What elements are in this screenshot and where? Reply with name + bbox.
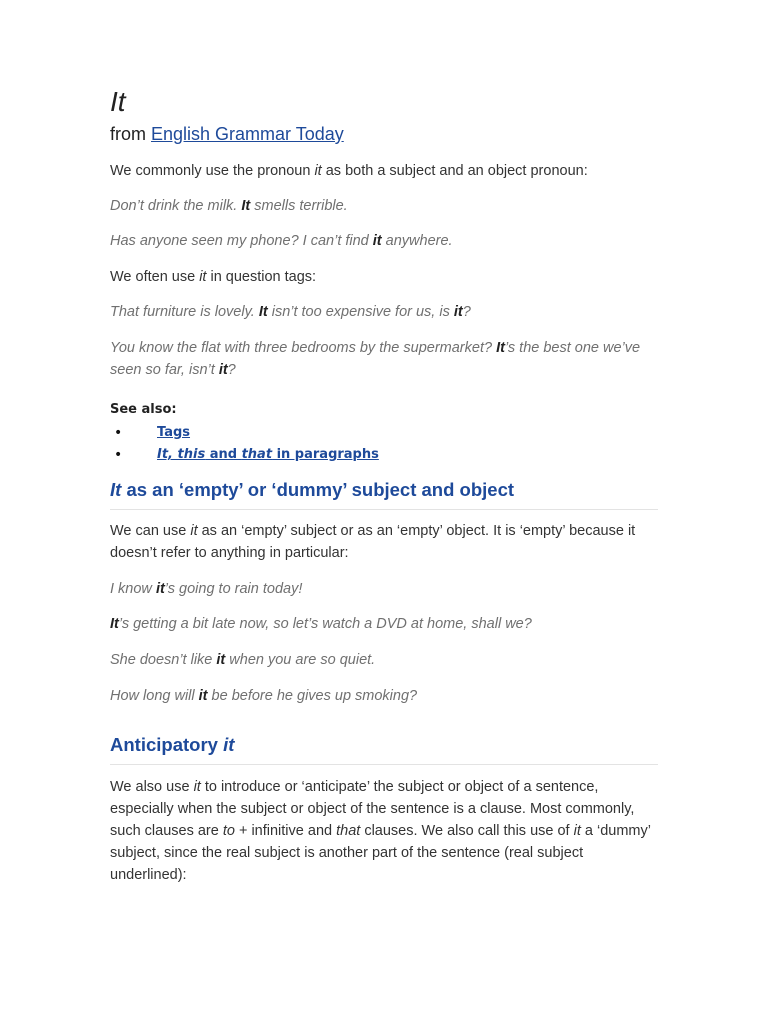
example-sentence: Has anyone seen my phone? I can’t find it anywhere. xyxy=(110,233,453,249)
section-paragraph: We can use it as an ‘empty’ subject or as an ‘empty’ object. It is ‘empty’ because it doesn’t refer to anything in particular: xyxy=(110,523,636,561)
example-sentence: She doesn’t like it when you are so quiet. xyxy=(110,652,376,668)
link-tags[interactable]: Tags xyxy=(157,425,191,440)
example-sentence: That furniture is lovely. It isn’t too expensive for us, is it? xyxy=(110,304,471,320)
source-line xyxy=(110,122,344,146)
example-sentence: I know it’s going to rain today! xyxy=(110,581,303,597)
see-also-list xyxy=(110,422,658,466)
question-tags-paragraph: We often use it in question tags: xyxy=(110,269,317,285)
example-sentence: Don’t drink the milk. It smells terrible. xyxy=(110,198,348,214)
list-item xyxy=(110,444,658,466)
bullet: • xyxy=(114,447,123,463)
source-link[interactable]: English Grammar Today xyxy=(151,124,344,144)
link-it-this-that-paragraphs[interactable]: It, this and that in paragraphs xyxy=(157,447,379,462)
see-also-label: See also: xyxy=(110,402,177,417)
from-prefix: from xyxy=(110,124,146,144)
example-sentence: It’s getting a bit late now, so let’s watch a DVD at home, shall we? xyxy=(110,616,532,632)
example-sentence: You know the flat with three bedrooms by the supermarket? It’s the best one we’ve seen so far, isn’t it? xyxy=(110,340,641,378)
section-heading-anticipatory-it: Anticipatory it xyxy=(110,732,658,765)
example-sentence: How long will it be before he gives up smoking? xyxy=(110,688,418,704)
section-heading-empty-dummy: It as an ‘empty’ or ‘dummy’ subject and object xyxy=(110,477,658,510)
page-title: It xyxy=(110,86,126,117)
section-paragraph: We also use it to introduce or ‘anticipate’ the subject or object of a sentence, especially when the subject or object of the sentence is a clause. Most commonly, such clauses are to + infinitive and that clauses. We also call this use of it a ‘dummy’ subject, since the real subject is another part of the sentence (real subject underlined): xyxy=(110,779,651,883)
intro-paragraph: We commonly use the pronoun it as both a subject and an object pronoun: xyxy=(110,163,588,179)
bullet: • xyxy=(114,425,123,441)
list-item xyxy=(110,422,658,444)
